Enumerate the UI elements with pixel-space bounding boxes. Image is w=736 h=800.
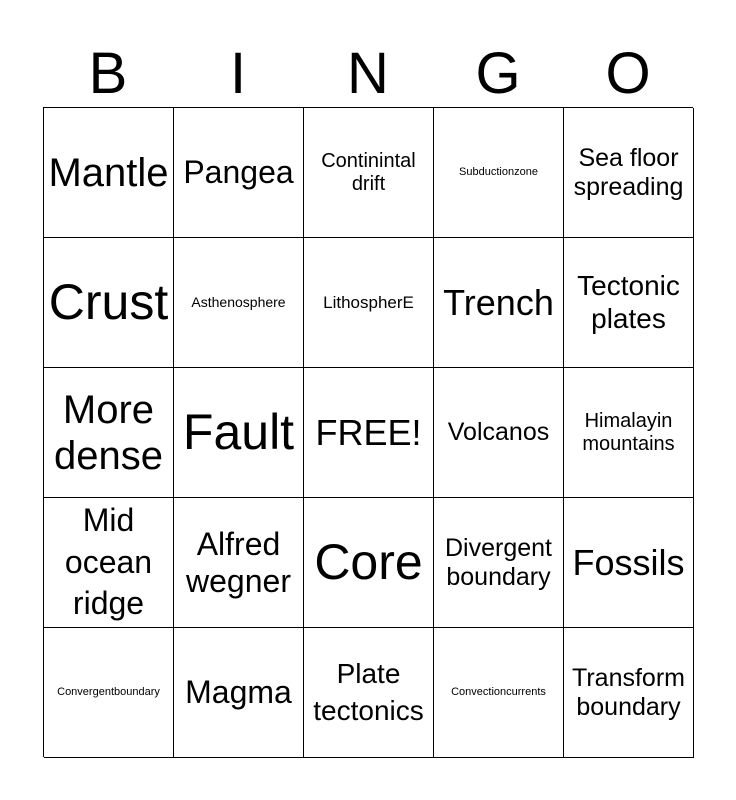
cell-label: Magma bbox=[185, 674, 292, 711]
bingo-cell[interactable] bbox=[564, 628, 694, 758]
cell-label: Convectioncurrents bbox=[451, 686, 546, 699]
bingo-cell[interactable] bbox=[304, 498, 434, 628]
header-letter-o: O bbox=[605, 41, 651, 106]
bingo-cell[interactable] bbox=[564, 108, 694, 238]
bingo-cell[interactable] bbox=[434, 238, 564, 368]
bingo-cell[interactable] bbox=[434, 368, 564, 498]
cell-label: LithospherE bbox=[323, 292, 414, 312]
cell-label: Himalayin mountains bbox=[582, 409, 675, 455]
cell-label: Volcanos bbox=[447, 418, 550, 447]
cell-label: Crust bbox=[48, 274, 169, 331]
bingo-cell[interactable] bbox=[174, 238, 304, 368]
cell-label: More dense bbox=[54, 387, 163, 478]
bingo-cell[interactable] bbox=[434, 108, 564, 238]
cell-label: Convergentboundary bbox=[57, 686, 160, 699]
bingo-cell[interactable] bbox=[434, 498, 564, 628]
free-label: FREE! bbox=[315, 411, 422, 453]
bingo-grid bbox=[43, 107, 693, 757]
cell-label: Mantle bbox=[48, 150, 169, 195]
bingo-cell[interactable] bbox=[44, 628, 174, 758]
bingo-cell[interactable] bbox=[174, 498, 304, 628]
cell-label: Asthenosphere bbox=[191, 294, 286, 311]
bingo-header bbox=[43, 40, 693, 108]
bingo-cell[interactable] bbox=[174, 628, 304, 758]
cell-label: Tectonic plates bbox=[577, 270, 680, 334]
bingo-cell[interactable] bbox=[564, 498, 694, 628]
bingo-cell[interactable] bbox=[174, 108, 304, 238]
bingo-cell[interactable] bbox=[564, 238, 694, 368]
cell-label: Fossils bbox=[572, 541, 685, 583]
free-cell[interactable] bbox=[304, 368, 434, 498]
header-letter-n: N bbox=[347, 41, 389, 106]
cell-label: Alfred wegner bbox=[186, 525, 291, 599]
bingo-cell[interactable] bbox=[304, 628, 434, 758]
bingo-cell[interactable] bbox=[44, 368, 174, 498]
bingo-cell[interactable] bbox=[434, 628, 564, 758]
cell-label: Mid ocean ridge bbox=[64, 502, 153, 622]
cell-label: Transform boundary bbox=[572, 663, 685, 721]
bingo-cell[interactable] bbox=[44, 108, 174, 238]
cell-label: Sea floor spreading bbox=[573, 143, 684, 201]
bingo-cell[interactable] bbox=[44, 498, 174, 628]
cell-label: Fault bbox=[182, 404, 295, 461]
header-letter-g: G bbox=[475, 41, 521, 106]
cell-label: Pangea bbox=[183, 154, 294, 191]
cell-label: Trench bbox=[443, 281, 554, 323]
cell-label: Divergent boundary bbox=[445, 533, 552, 591]
bingo-cell[interactable] bbox=[304, 238, 434, 368]
bingo-cell[interactable] bbox=[564, 368, 694, 498]
cell-label: Core bbox=[314, 534, 423, 591]
header-letter-i: I bbox=[229, 41, 247, 106]
bingo-cell[interactable] bbox=[304, 108, 434, 238]
cell-label: Subductionzone bbox=[459, 166, 538, 179]
cell-label: Plate tectonics bbox=[313, 658, 424, 726]
cell-label: Continintal drift bbox=[321, 149, 416, 195]
bingo-cell[interactable] bbox=[174, 368, 304, 498]
header-letter-b: B bbox=[88, 41, 128, 106]
bingo-cell[interactable] bbox=[44, 238, 174, 368]
